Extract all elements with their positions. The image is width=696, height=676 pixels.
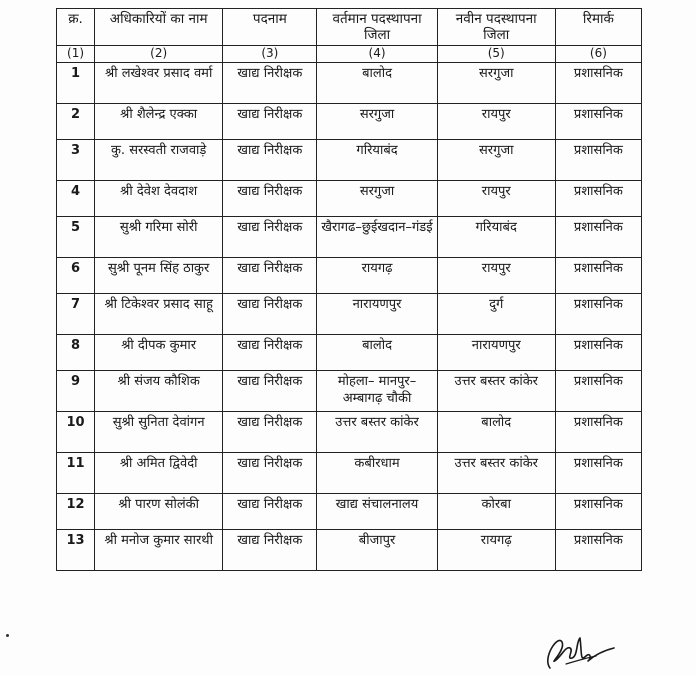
current-posting-cell: खैरागढ–छुईखदान–गंडई — [317, 217, 437, 258]
table-row — [57, 217, 642, 258]
designation-cell: खाद्य निरीक्षक — [223, 140, 317, 181]
serial-cell: 9 — [57, 371, 95, 412]
remark-cell: प्रशासनिक — [555, 494, 641, 530]
current-posting-cell: रायगढ़ — [317, 258, 437, 294]
serial-cell: 12 — [57, 494, 95, 530]
officer-name-cell: श्री लखेश्वर प्रसाद वर्मा — [95, 63, 223, 104]
officer-name-cell: सुश्री पूनम सिंह ठाकुर — [95, 258, 223, 294]
table-row — [57, 530, 642, 571]
officer-name-cell: श्री शैलेन्द्र एक्का — [95, 104, 223, 140]
remark-cell: प्रशासनिक — [555, 140, 641, 181]
remark-cell: प्रशासनिक — [555, 371, 641, 412]
column-number: (6) — [555, 46, 641, 63]
new-posting-cell: रायगढ़ — [437, 530, 555, 571]
transfer-order-table — [56, 8, 642, 571]
serial-cell: 8 — [57, 335, 95, 371]
remark-cell: प्रशासनिक — [555, 530, 641, 571]
remark-cell: प्रशासनिक — [555, 104, 641, 140]
serial-cell: 13 — [57, 530, 95, 571]
remark-cell: प्रशासनिक — [555, 294, 641, 335]
new-posting-cell: दुर्ग — [437, 294, 555, 335]
current-posting-cell: मोहला– मानपुर–अम्बागढ़ चौकी — [317, 371, 437, 412]
table-row — [57, 181, 642, 217]
officer-name-cell: श्री अमित द्विवेदी — [95, 453, 223, 494]
officer-name-cell: श्री मनोज कुमार सारथी — [95, 530, 223, 571]
current-posting-cell: बालोद — [317, 335, 437, 371]
designation-cell: खाद्य निरीक्षक — [223, 530, 317, 571]
new-posting-cell: उत्तर बस्तर कांकेर — [437, 453, 555, 494]
serial-cell: 3 — [57, 140, 95, 181]
table-row — [57, 104, 642, 140]
officer-name-cell: श्री संजय कौशिक — [95, 371, 223, 412]
serial-cell: 4 — [57, 181, 95, 217]
remark-cell: प्रशासनिक — [555, 217, 641, 258]
new-posting-cell: सरगुजा — [437, 63, 555, 104]
stray-mark — [6, 634, 9, 637]
serial-cell: 11 — [57, 453, 95, 494]
current-posting-cell: बीजापुर — [317, 530, 437, 571]
officer-name-cell: श्री टिकेश्वर प्रसाद साहू — [95, 294, 223, 335]
new-posting-cell: रायपुर — [437, 181, 555, 217]
header-current-posting: वर्तमान पदस्थापना जिला — [317, 9, 437, 46]
table-row — [57, 412, 642, 453]
designation-cell: खाद्य निरीक्षक — [223, 104, 317, 140]
handwritten-signature-icon — [536, 628, 616, 674]
remark-cell: प्रशासनिक — [555, 335, 641, 371]
column-number: (4) — [317, 46, 437, 63]
header-remark: रिमार्क — [555, 9, 641, 46]
new-posting-cell: गरियाबंद — [437, 217, 555, 258]
current-posting-cell: बालोद — [317, 63, 437, 104]
current-posting-cell: सरगुजा — [317, 181, 437, 217]
remark-cell: प्रशासनिक — [555, 412, 641, 453]
designation-cell: खाद्य निरीक्षक — [223, 294, 317, 335]
new-posting-cell: सरगुजा — [437, 140, 555, 181]
serial-cell: 6 — [57, 258, 95, 294]
designation-cell: खाद्य निरीक्षक — [223, 412, 317, 453]
new-posting-cell: उत्तर बस्तर कांकेर — [437, 371, 555, 412]
current-posting-cell: गरियाबंद — [317, 140, 437, 181]
serial-cell: 5 — [57, 217, 95, 258]
table-row — [57, 140, 642, 181]
designation-cell: खाद्य निरीक्षक — [223, 63, 317, 104]
current-posting-cell: नारायणपुर — [317, 294, 437, 335]
current-posting-cell: खाद्य संचालनालय — [317, 494, 437, 530]
new-posting-cell: कोरबा — [437, 494, 555, 530]
table-row — [57, 371, 642, 412]
new-posting-cell: नारायणपुर — [437, 335, 555, 371]
serial-cell: 7 — [57, 294, 95, 335]
designation-cell: खाद्य निरीक्षक — [223, 371, 317, 412]
table-row — [57, 294, 642, 335]
new-posting-cell: बालोद — [437, 412, 555, 453]
header-row — [57, 9, 642, 46]
column-number: (5) — [437, 46, 555, 63]
current-posting-cell: सरगुजा — [317, 104, 437, 140]
table-row — [57, 494, 642, 530]
current-posting-cell: कबीरधाम — [317, 453, 437, 494]
designation-cell: खाद्य निरीक्षक — [223, 335, 317, 371]
serial-cell: 1 — [57, 63, 95, 104]
remark-cell: प्रशासनिक — [555, 181, 641, 217]
table-row — [57, 63, 642, 104]
header-new-posting: नवीन पदस्थापना जिला — [437, 9, 555, 46]
current-posting-cell: उत्तर बस्तर कांकेर — [317, 412, 437, 453]
officer-name-cell: कु. सरस्वती राजवाड़े — [95, 140, 223, 181]
remark-cell: प्रशासनिक — [555, 63, 641, 104]
header-designation: पदनाम — [223, 9, 317, 46]
column-number-row — [57, 46, 642, 63]
serial-cell: 2 — [57, 104, 95, 140]
officer-name-cell: सुश्री गरिमा सोरी — [95, 217, 223, 258]
column-number: (2) — [95, 46, 223, 63]
designation-cell: खाद्य निरीक्षक — [223, 217, 317, 258]
column-number: (1) — [57, 46, 95, 63]
remark-cell: प्रशासनिक — [555, 453, 641, 494]
remark-cell: प्रशासनिक — [555, 258, 641, 294]
designation-cell: खाद्य निरीक्षक — [223, 258, 317, 294]
header-serial: क्र. — [57, 9, 95, 46]
table-row — [57, 453, 642, 494]
officer-name-cell: श्री दीपक कुमार — [95, 335, 223, 371]
officer-name-cell: श्री देवेश देवदाश — [95, 181, 223, 217]
officer-name-cell: सुश्री सुनिता देवांगन — [95, 412, 223, 453]
new-posting-cell: रायपुर — [437, 104, 555, 140]
header-officer-name: अधिकारियों का नाम — [95, 9, 223, 46]
new-posting-cell: रायपुर — [437, 258, 555, 294]
column-number: (3) — [223, 46, 317, 63]
table-row — [57, 258, 642, 294]
officer-name-cell: श्री पारण सोलंकी — [95, 494, 223, 530]
designation-cell: खाद्य निरीक्षक — [223, 181, 317, 217]
table-row — [57, 335, 642, 371]
serial-cell: 10 — [57, 412, 95, 453]
designation-cell: खाद्य निरीक्षक — [223, 453, 317, 494]
designation-cell: खाद्य निरीक्षक — [223, 494, 317, 530]
